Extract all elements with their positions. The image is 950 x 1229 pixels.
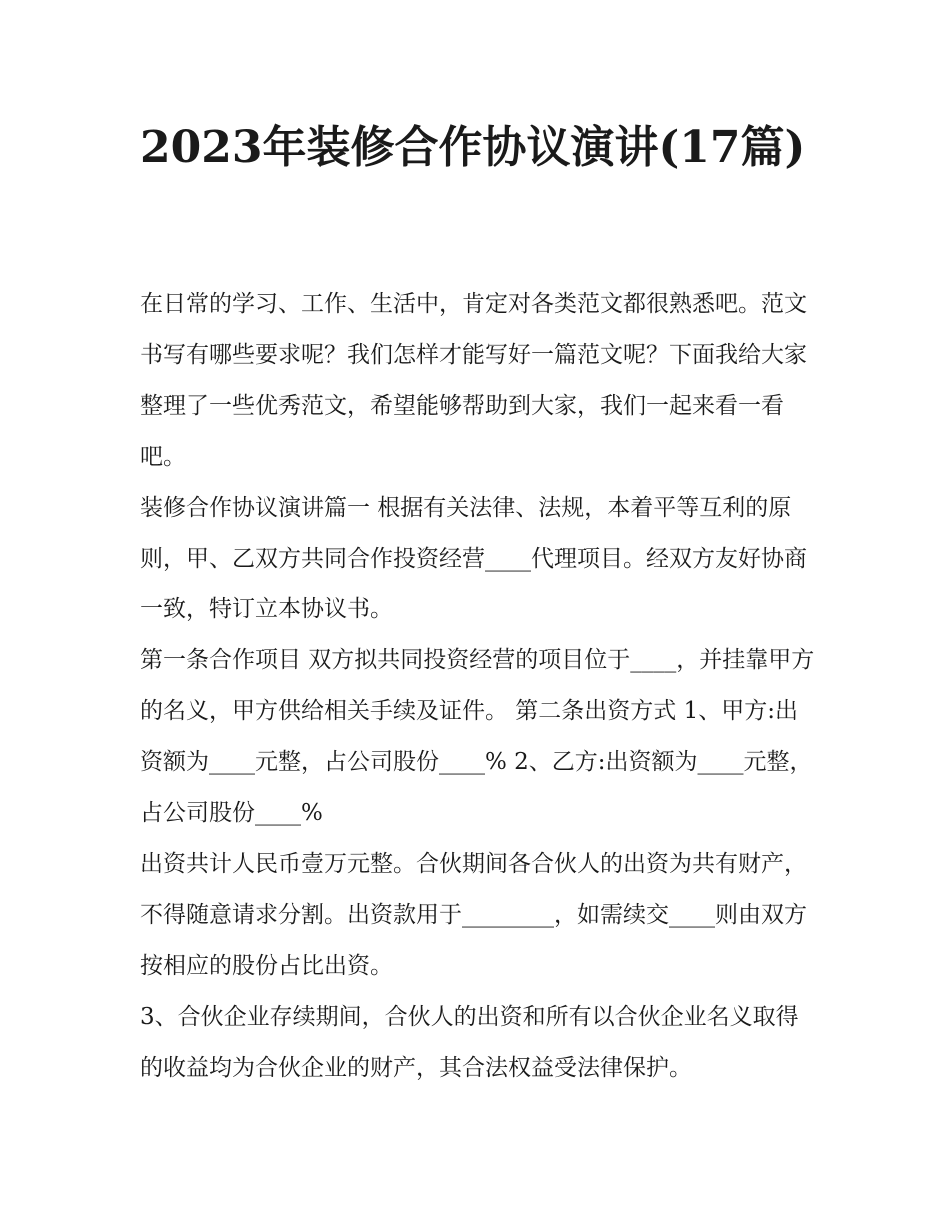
document-title: 2023年装修合作协议演讲(17篇): [140, 122, 806, 173]
paragraph-capital-total: 出资共计人民币壹万元整。合伙期间各合伙人的出资为共有财产，不得随意请求分割。出资款用于________，如需续交____则由双方按相应的股份占比出资。: [140, 850, 807, 979]
document-body: [140, 279, 820, 1094]
paragraph-article-one-two: 第一条合作项目 双方拟共同投资经营的项目位于____，并挂靠甲方的名义，甲方供给相关手续及证件。 第二条出资方式 1、甲方:出资额为____元整，占公司股份____% 2、乙方:出资额为____元整，占公司股份____%: [140, 647, 815, 827]
paragraph-partnership-property: 3、合伙企业存续期间，合伙人的出资和所有以合伙企业名义取得的收益均为合伙企业的财产，其合法权益受法律保护。: [140, 1003, 799, 1081]
paragraph-intro: 在日常的学习、工作、生活中，肯定对各类范文都很熟悉吧。范文书写有哪些要求呢？我们怎样才能写好一篇范文呢？下面我给大家整理了一些优秀范文，希望能够帮助到大家，我们一起来看一看吧。: [140, 291, 807, 470]
paragraph-agreement-preamble: 装修合作协议演讲篇一 根据有关法律、法规，本着平等互利的原则，甲、乙双方共同合作投资经营____代理项目。经双方友好协商一致，特订立本协议书。: [140, 494, 807, 623]
